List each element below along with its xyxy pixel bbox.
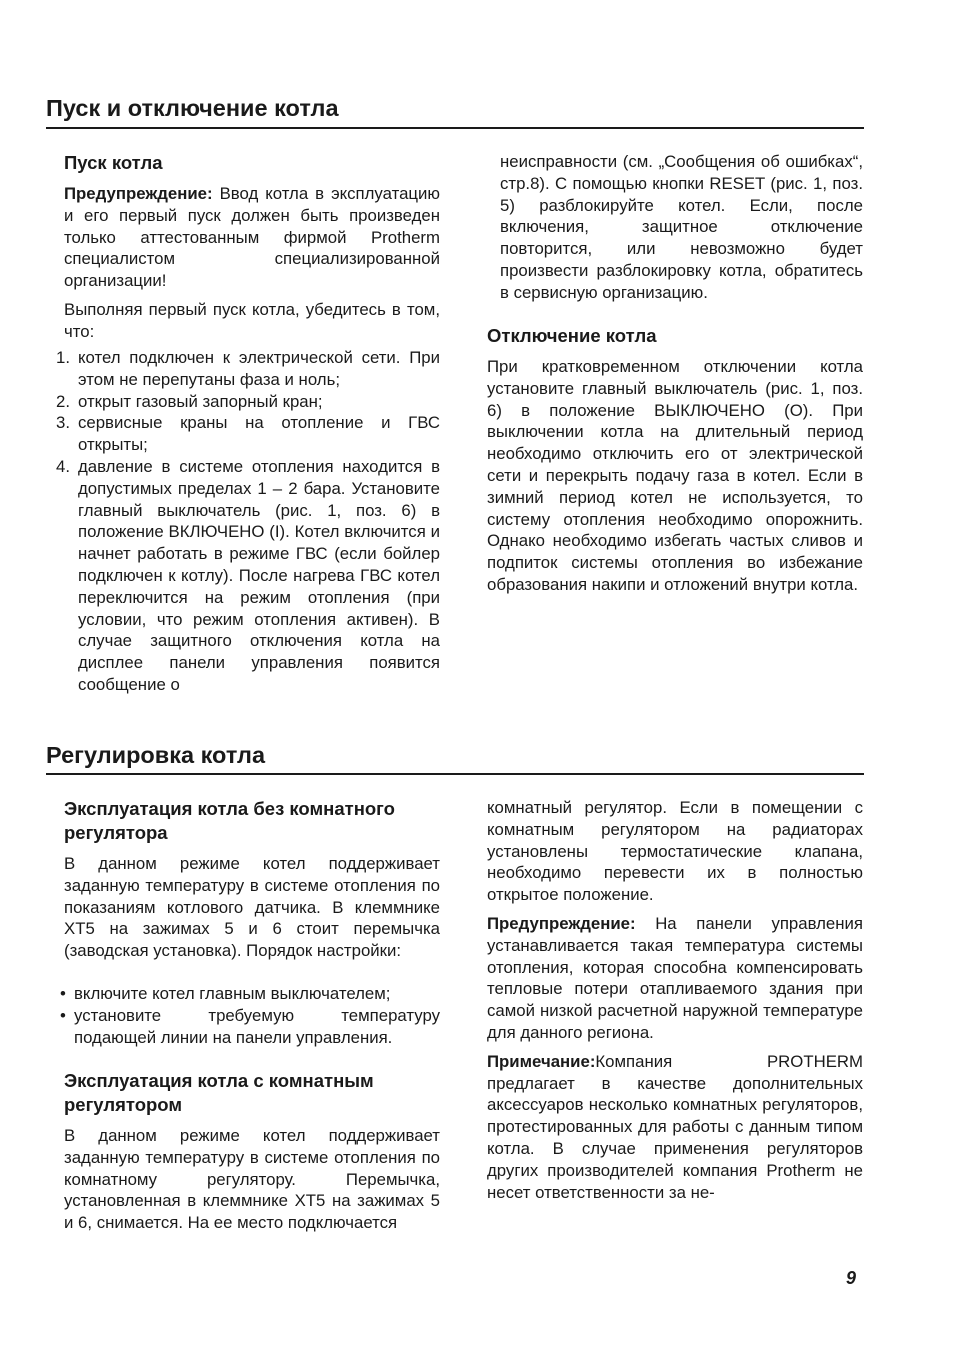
column-left-with-regulator (64, 1069, 440, 1241)
warning-text: Ввод котла в эксплуатацию и его первый пуск должен быть произведен только аттестованным фирмой Protherm специалистом специализированной организации! (64, 184, 440, 291)
regulator-continuation: комнатный регулятор. Если в помещении с комнатным регулятором на радиаторах установлены термостатические клапана, необходимо перевести их в полностью открытое положение. (487, 798, 863, 905)
continuation-paragraph: неисправности (см. „Сообщения об ошибках“, стр.8). С помощью кнопки RESET (рис. 1, поз. 5) разблокируйте котел. Если, после включения, защитное отключение повторится, или невозможно будет произвести разблокировку котла, обратитесь в сервисную организацию. (500, 152, 863, 302)
column-right-shutdown (487, 324, 863, 603)
subheading-start: Пуск котла (64, 152, 163, 173)
list-item: • установите требуемую температуру подающей линии на панели управления. (60, 1005, 440, 1047)
subheading-shutdown: Отключение котла (487, 325, 657, 346)
section-divider (46, 773, 864, 775)
warning-label: Предупреждение: (487, 913, 636, 933)
bullet-list (56, 983, 440, 1055)
list-item: • включите котел главным выключателем; (60, 984, 391, 1003)
no-regulator-paragraph: В данном режиме котел поддерживает заданную температуру в системе отопления по показаниям котлового датчика. В клеммнике XT5 на зажимах 5 и 6 стоит перемычка (заводская установка). Порядок настройки: (64, 854, 440, 961)
checklist (56, 347, 440, 696)
list-item: 4. давление в системе отопления находится в допустимых пределах 1 – 2 бара. Установите главный выключатель (рис. 1, поз. 6) в положение ВКЛЮЧЕНО (I). Котел включится и начнет работать в режиме ГВС (если бойлер подключен к котлу). После нагрева ГВС котел переключится на режим отопления (при условии, что режим отопления активен). В случае защитного отключения котла на дисплее панели управления появится сообщение о (56, 456, 440, 694)
column-right-regulation (487, 797, 863, 1210)
list-item: 2. открыт газовый запорный кран; (56, 391, 323, 411)
regulation-warning (487, 913, 863, 1044)
column-left-startup (64, 151, 440, 350)
with-regulator-paragraph: В данном режиме котел поддерживает заданную температуру в системе отопления по комнатному регулятору. Перемычка, установленная в клеммнике XT5 на зажимах 5 и 6, снимается. На ее место подключается (64, 1126, 440, 1233)
intro-paragraph: Выполняя первый пуск котла, убедитесь в том, что: (64, 299, 440, 341)
warning-label: Предупреждение: (64, 184, 213, 203)
section-divider (46, 127, 864, 129)
subheading-no-regulator: Эксплуатация котла без комнатного регулятора (64, 798, 395, 843)
section-title-regulation: Регулировка котла (46, 742, 266, 768)
subheading-with-regulator: Эксплуатация котла с комнатным регулятором (64, 1070, 374, 1115)
page-number: 9 (846, 1268, 857, 1288)
column-left-regulation (64, 797, 440, 962)
note-text: Компания PROTHERM предлагает в качестве дополнительных аксессуаров несколько комнатных регуляторов, протестированных для работы с данным типом котла. В случае применения регуляторов других производителей компания Protherm не несет ответственности за не- (487, 1051, 863, 1202)
warning-text: На панели управления устанавливается такая температура системы отопления, которая способна компенсировать тепловые потери отапливаемого здания при самой низкой расчетной наружной температуре для данного региона. (487, 913, 863, 1042)
list-item: 3. сервисные краны на отопление и ГВС открыты; (56, 413, 440, 455)
list-item: 1. котел подключен к электрической сети. При этом не перепутаны фаза и ноль; (56, 348, 440, 389)
note-label: Примечание: (487, 1051, 596, 1071)
shutdown-paragraph: При кратковременном отключении котла установите главный выключатель (рис. 1, поз. 6) в положение ВЫКЛЮЧЕНО (О). При выключении котла на длительный период необходимо отключить его от электрической сети и перекрыть подачу газа в котел. Если в зимний период котел не используется, то систему отопления необходимо опорожнить. Однако необходимо избегать частых сливов и подпиток системы отопления во избежание образования накипи и отложений внутри котла. (487, 357, 863, 594)
section-title-startup: Пуск и отключение котла (46, 95, 339, 121)
regulation-note (487, 1051, 863, 1204)
warning-paragraph (64, 183, 440, 292)
